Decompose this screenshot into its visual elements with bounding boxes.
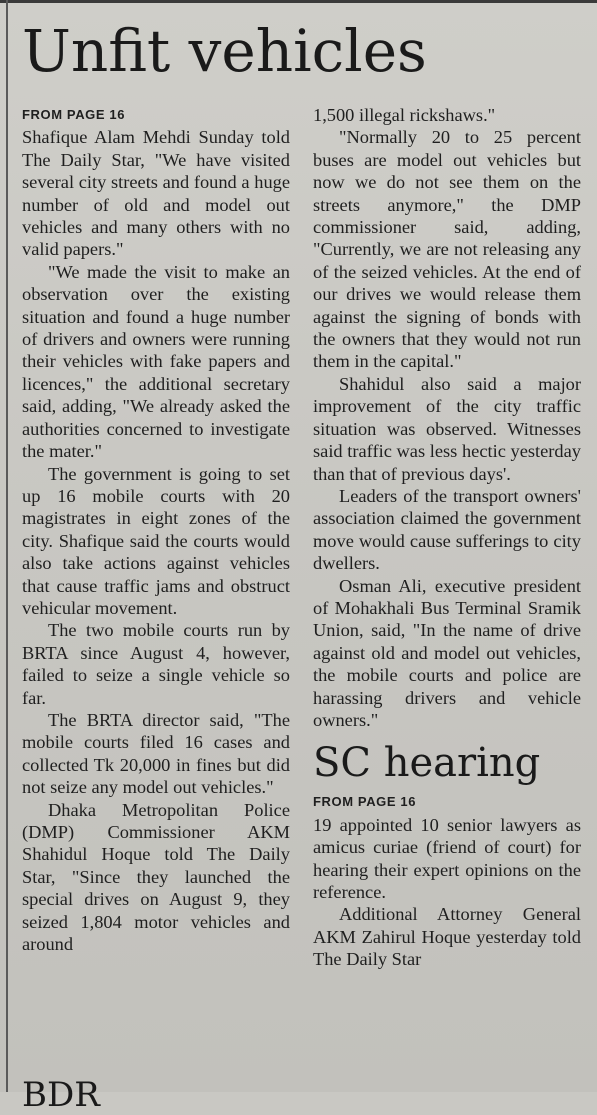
left-paragraph: The government is going to set up 16 mobile courts with 20 magistrates in eight zones of the city. Shafique said the courts would also take actions against vehicles that cause traffic jams and obstruct vehicular movement.: [22, 463, 290, 618]
right-paragraph: "Normally 20 to 25 percent buses are model out vehicles but now we do not see them on the streets anymore," the DMP commissioner said, adding, "Currently, we are not releasing any of the seized vehicles. At the end of our drives we would release them against the signing of bonds with the owners that they would not run them in the capital.": [313, 127, 581, 372]
right-column: [313, 104, 581, 971]
cutoff-headline-bdr: BDR: [22, 1075, 100, 1115]
headline-unfit-vehicles: Unfit vehicles: [22, 17, 427, 85]
top-rule: [0, 0, 597, 3]
sc-paragraph: Additional Attorney General AKM Zahirul Hoque yesterday told The Daily Star: [313, 904, 581, 970]
left-kicker: FROM PAGE 16: [22, 107, 126, 122]
headline-sc-hearing: SC hearing: [313, 740, 541, 787]
right-paragraph: Shahidul also said a major improvement of the city traffic situation was observed. Witnesses said traffic was less hectic yesterday than that of previous days'.: [313, 373, 581, 484]
right-paragraph: Leaders of the transport owners' association claimed the government move would cause sufferings to city dwellers.: [313, 485, 581, 574]
right-paragraph: Osman Ali, executive president of Mohakhali Bus Terminal Sramik Union, said, "In the name of drive against old and model out vehicles, the mobile courts and police are harassing drivers and vehicle owners.": [313, 575, 581, 730]
left-paragraph: Shafique Alam Mehdi Sunday told The Daily Star, "We have visited several city streets and found a huge number of old and model out vehicles and many others with no valid papers.": [22, 127, 290, 260]
left-column-rule: [6, 0, 8, 1092]
right-paragraph: 1,500 illegal rickshaws.": [313, 105, 496, 125]
left-paragraph: "We made the visit to make an observation over the existing situation and found a huge number of drivers and owners were running their vehicles with fake papers and licences," the additional secretary said, adding, "We already asked the authorities concerned to investigate the mater.": [22, 261, 290, 462]
sc-paragraph: 19 appointed 10 senior lawyers as amicus curiae (friend of court) for hearing their expert opinions on the reference.: [313, 814, 581, 902]
sc-kicker: FROM PAGE 16: [313, 794, 417, 810]
left-paragraph: The BRTA director said, "The mobile courts filed 16 cases and collected Tk 20,000 in fines but did not seize any model out vehicles.": [22, 709, 290, 798]
left-column: [22, 104, 290, 955]
left-paragraph: Dhaka Metropolitan Police (DMP) Commissioner AKM Shahidul Hoque told The Daily Star, "Since they launched the special drives on August 9, they seized 1,804 motor vehicles and around: [22, 799, 290, 955]
left-paragraph: The two mobile courts run by BRTA since August 4, however, failed to seize a single vehicle so far.: [22, 620, 290, 708]
